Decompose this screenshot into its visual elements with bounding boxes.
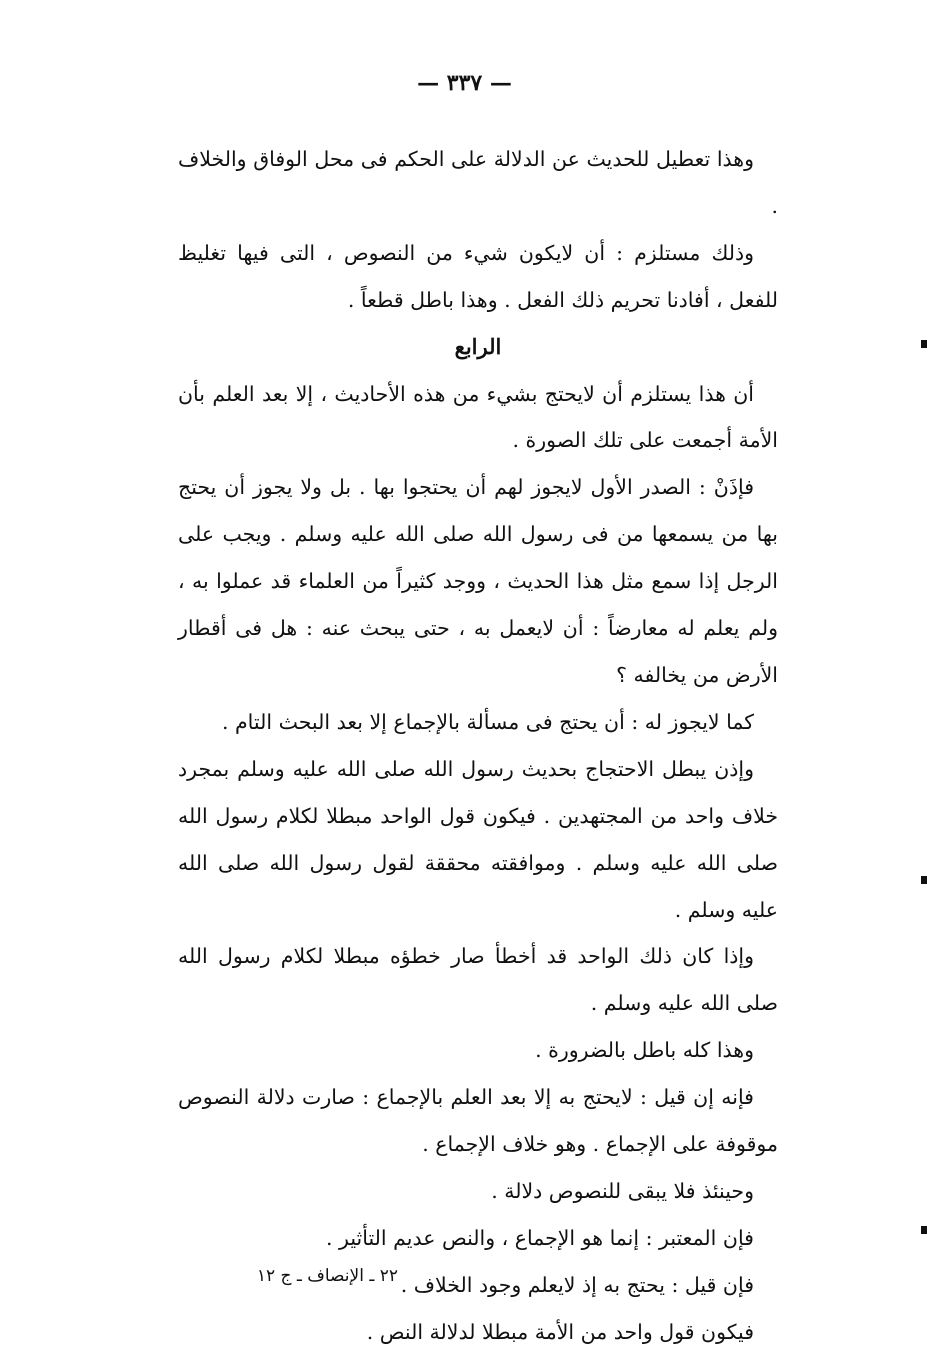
section-heading-fourth: الرابع	[454, 333, 502, 359]
margin-mark	[921, 340, 927, 348]
paragraph-6: وإذن يبطل الاحتجاج بحديث رسول الله صلى الله عليه وسلم بمجرد خلاف واحد من المجتهدين . فيكون قول الواحد مبطلا لكلام رسول الله صلى الله عليه وسلم . وموافقته محققة لقول رسول الله صلى الله عليه وسلم .	[178, 756, 778, 922]
page-number: — ٣٣٧ —	[417, 70, 512, 96]
page-footer-signature: ٢٢ ـ الإنصاف ـ ج ١٢	[256, 1266, 398, 1286]
paragraph-10: وحينئذ فلا يبقى للنصوص دلالة .	[491, 1178, 754, 1203]
paragraph-7: وإذا كان ذلك الواحد قد أخطأ صار خطؤه مبطلا لكلام رسول الله صلى الله عليه وسلم .	[178, 944, 778, 1016]
paragraph-1: وهذا تعطيل للحديث عن الدلالة على الحكم فى محل الوفاق والخلاف .	[178, 147, 778, 218]
paragraph-8: وهذا كله باطل بالضرورة .	[535, 1038, 754, 1063]
paragraph-3: أن هذا يستلزم أن لايحتج بشيء من هذه الأحاديث ، إلا بعد العلم بأن الأمة أجمعت على تلك الصورة .	[178, 381, 778, 453]
paragraph-11: فإن المعتبر : إنما هو الإجماع ، والنص عديم التأثير .	[325, 1225, 754, 1250]
paragraph-12: فإن قيل : يحتج به إذ لايعلم وجود الخلاف .	[400, 1272, 754, 1297]
margin-mark	[921, 876, 927, 884]
body-text	[178, 136, 778, 1356]
paragraph-5: كما لايجوز له : أن يحتج فى مسألة بالإجماع إلا بعد البحث التام .	[221, 709, 754, 734]
paragraph-4: فإذَنْ : الصدر الأول لايجوز لهم أن يحتجوا بها . بل ولا يجوز أن يحتج بها من يسمعها من فى رسول الله صلى الله عليه وسلم . ويجب على الرجل إذا سمع مثل هذا الحديث ، ووجد كثيراً من العلماء قد عملوا به ، ولم يعلم له معارضاً : أن لايعمل به ، حتى يبحث عنه : هل فى أقطار الأرض من يخالفه ؟	[178, 475, 778, 687]
paragraph-9: فإنه إن قيل : لايحتج به إلا بعد العلم بالإجماع : صارت دلالة النصوص موقوفة على الإجماع . وهو خلاف الإجماع .	[178, 1085, 778, 1157]
paragraph-13: فيكون قول واحد من الأمة مبطلا لدلالة النص .	[366, 1319, 754, 1344]
paragraph-2: وذلك مستلزم : أن لايكون شيء من النصوص ، التى فيها تغليظ للفعل ، أفادنا تحريم ذلك الفعل . وهذا باطل قطعاً .	[178, 240, 778, 312]
margin-mark	[921, 1226, 927, 1234]
